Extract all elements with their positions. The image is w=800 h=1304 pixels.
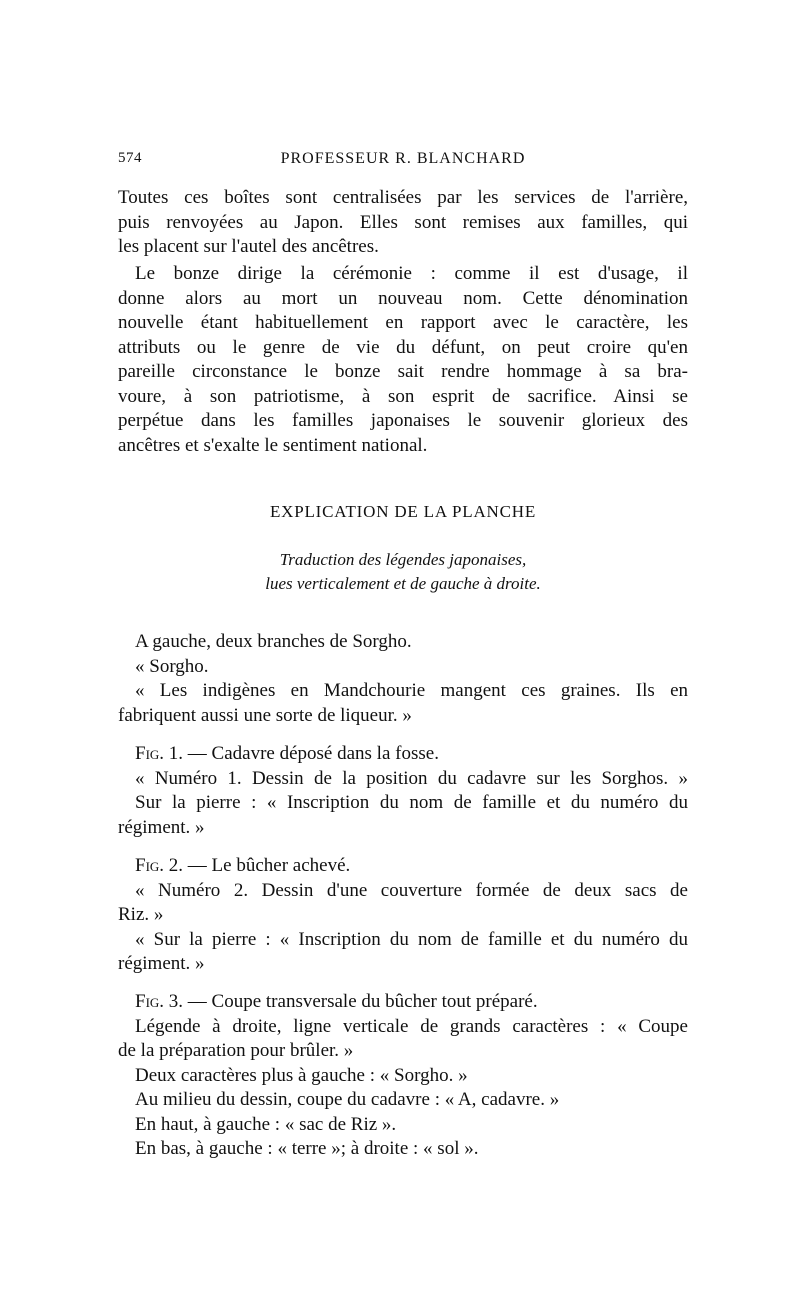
legend-sorgho	[118, 630, 688, 728]
text-line: attributs ou le genre de vie du défunt, on peut croire qu'en	[118, 336, 688, 358]
page-header	[118, 150, 688, 174]
text-line: En haut, à gauche : « sac de Riz ».	[135, 1113, 397, 1135]
text-line: « Les indigènes en Mandchourie mangent ces graines. Ils en	[135, 680, 688, 701]
text-line: Deux caractères plus à gauche : « Sorgho. »	[135, 1064, 468, 1086]
text-line: ancêtres et s'exalte le sentiment national.	[118, 434, 428, 456]
text-line: Le bonze dirige la cérémonie : comme il est d'usage, il	[135, 263, 688, 284]
text-line: Légende à droite, ligne verticale de grands caractères : « Coupe	[135, 1015, 688, 1037]
legend-fig-2	[118, 854, 688, 977]
subtitle-line: Traduction des légendes japonaises,	[279, 550, 527, 569]
text-line: perpétue dans les familles japonaises le souvenir glorieux des	[118, 410, 688, 431]
text-line: voure, à son patriotisme, à son esprit de sacrifice. Ainsi se	[118, 385, 688, 407]
figure-caption-text: — Le bûcher achevé.	[183, 855, 351, 876]
text-line: régiment. »	[118, 953, 205, 974]
text-line: pareille circonstance le bonze sait rendre hommage à sa bra-	[118, 361, 688, 382]
text-line: nouvelle étant habituellement en rapport avec le caractère, les	[118, 312, 688, 333]
text-line: « Sur la pierre : « Inscription du nom de famille et du numéro du	[135, 928, 688, 950]
text-line: Au milieu du dessin, coupe du cadavre : « A, cadavre. »	[135, 1089, 560, 1110]
running-title: PROFESSEUR R. BLANCHARD	[280, 150, 526, 167]
figure-caption	[118, 990, 688, 1015]
text-line: « Numéro 1. Dessin de la position du cadavre sur les Sorghos. »	[135, 767, 688, 789]
figure-caption	[118, 854, 688, 879]
text-line: fabriquent aussi une sorte de liqueur. »	[118, 704, 412, 726]
paragraph-boxes	[118, 186, 688, 260]
text-line: de la préparation pour brûler. »	[118, 1040, 354, 1061]
paragraph-bonze	[118, 262, 688, 458]
section-heading: EXPLICATION DE LA PLANCHE	[269, 502, 537, 521]
figure-label: Fig. 3.	[135, 991, 184, 1012]
figure-label: Fig. 1.	[135, 743, 184, 764]
text-line: donne alors au mort un nouveau nom. Cette dénomination	[118, 287, 688, 309]
figure-caption-text: — Coupe transversale du bûcher tout préparé.	[183, 991, 538, 1012]
figure-label: Fig. 2.	[135, 855, 184, 876]
text-line: puis renvoyées au Japon. Elles sont remises aux familles, qui	[118, 211, 688, 233]
text-line: les placent sur l'autel des ancêtres.	[118, 236, 379, 257]
text-line: « Sorgho.	[135, 655, 209, 677]
page-number: 574	[118, 150, 142, 166]
figure-caption-text: — Cadavre déposé dans la fosse.	[183, 743, 439, 764]
text-line: A gauche, deux branches de Sorgho.	[135, 631, 412, 652]
text-line: Riz. »	[118, 904, 164, 925]
text-line: régiment. »	[118, 816, 205, 838]
text-line: Sur la pierre : « Inscription du nom de famille et du numéro du	[135, 792, 688, 813]
legend-fig-1	[118, 742, 688, 840]
figure-caption	[118, 742, 688, 767]
legend-fig-3	[118, 990, 688, 1162]
subtitle-line: lues verticalement et de gauche à droite.	[265, 574, 541, 593]
text-line: Toutes ces boîtes sont centralisées par les services de l'arrière,	[118, 187, 688, 208]
text-line: En bas, à gauche : « terre »; à droite : « sol ».	[135, 1138, 479, 1159]
section-subtitle	[118, 548, 688, 596]
text-line: « Numéro 2. Dessin d'une couverture formée de deux sacs de	[135, 879, 688, 901]
